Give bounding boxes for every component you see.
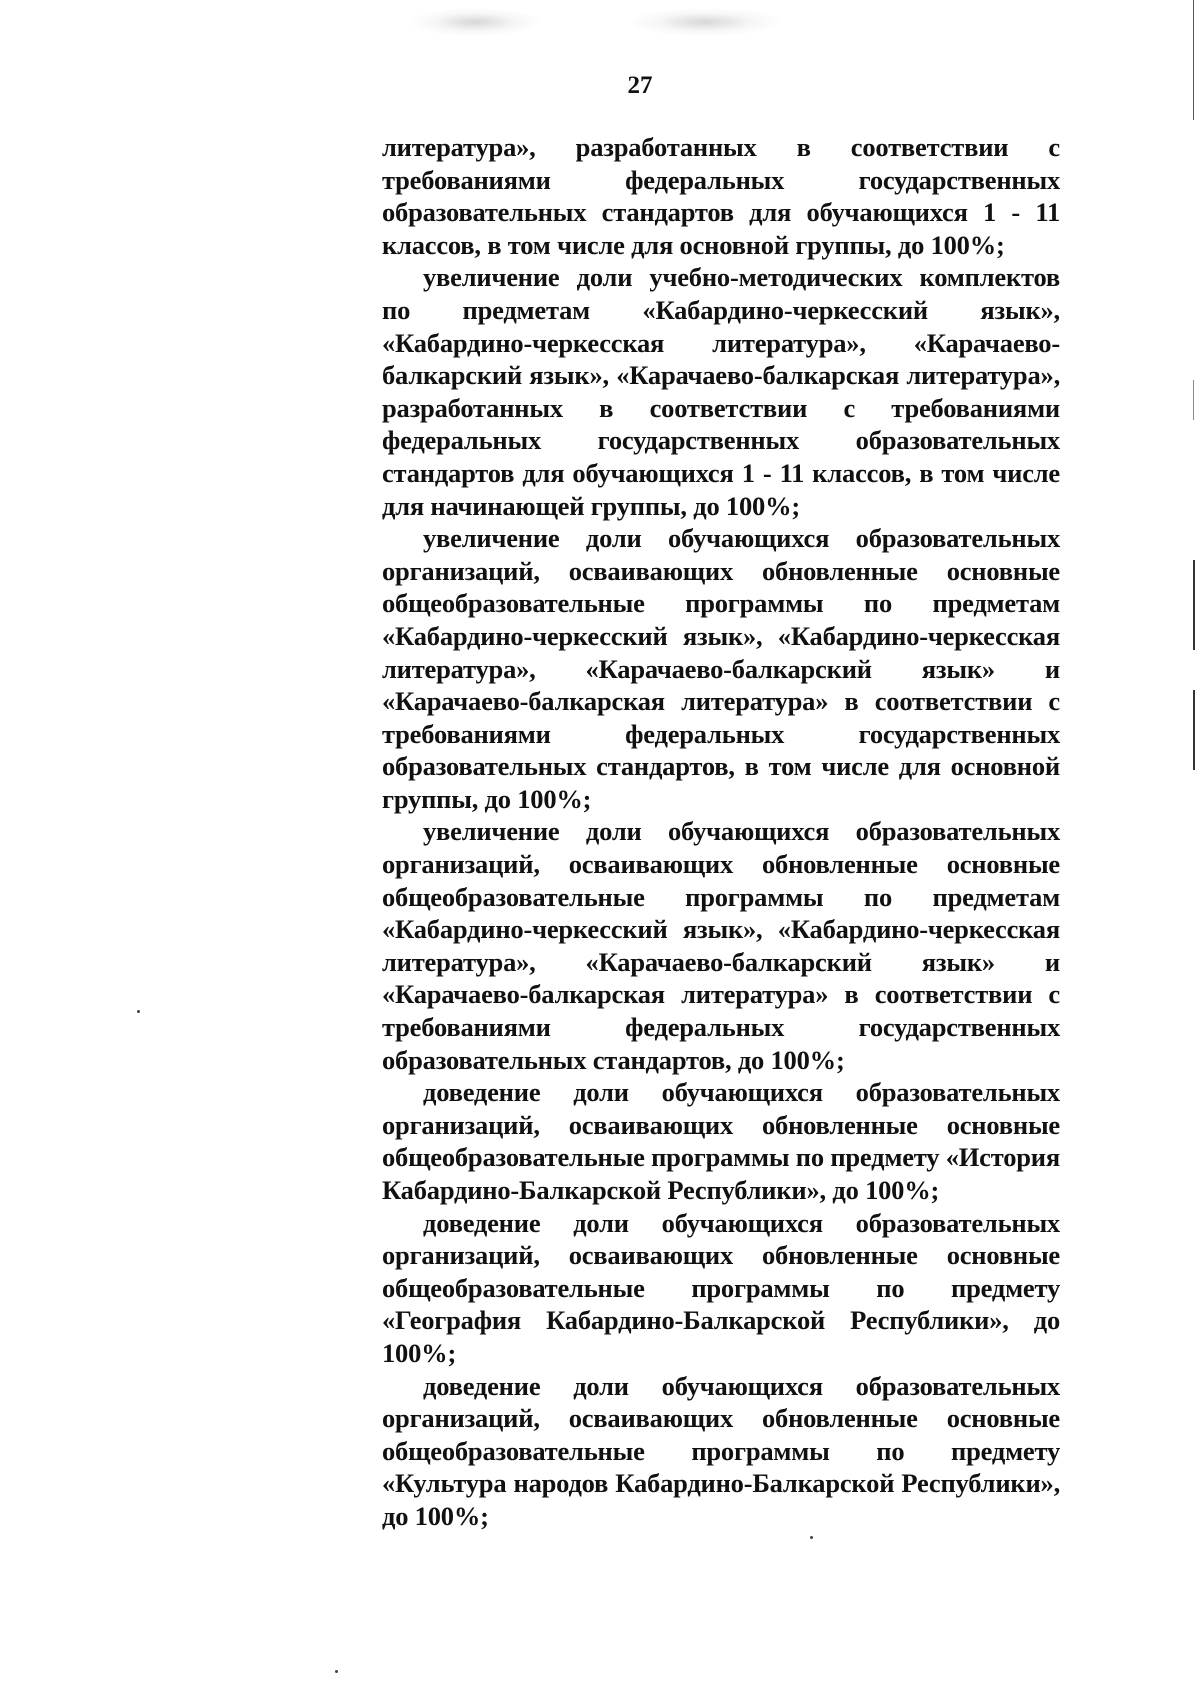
scan-artifact bbox=[630, 8, 780, 36]
scan-edge-line bbox=[1193, 0, 1194, 120]
scan-edge-line bbox=[1193, 690, 1195, 770]
paragraph: увеличение доли учебно-методических комплектов по предметам «Кабардино-черкесский язык», «Кабардино-черкесская литература», «Карачаево-балкарский язык», «Карачаево-балкарская литература», разработанных в соответствии с требованиями федеральных государственных образовательных стандартов для обучающихся 1 - 11 классов, в том числе для начинающей группы, до 100%; bbox=[382, 262, 1060, 521]
paragraph: доведение доли обучающихся образовательных организаций, осваивающих обновленные основные общеобразовательные программы по предмету «История Кабардино-Балкарской Республики», до 100%; bbox=[382, 1077, 1060, 1205]
scan-artifact bbox=[410, 8, 540, 36]
scan-speck bbox=[335, 1670, 338, 1673]
scan-edge-line bbox=[1193, 380, 1194, 420]
document-body bbox=[382, 131, 1060, 1533]
scan-speck bbox=[137, 1010, 140, 1013]
paragraph: доведение доли обучающихся образовательных организаций, осваивающих обновленные основные общеобразовательные программы по предмету «Культура народов Кабардино-Балкарской Республики», до 100%; bbox=[382, 1370, 1060, 1531]
paragraph: литература», разработанных в соответствии с требованиями федеральных государственных образовательных стандартов для обучающихся 1 - 11 классов, в том числе для основной группы, до 100%; bbox=[382, 132, 1060, 260]
page-number: 27 bbox=[627, 72, 653, 99]
paragraph: доведение доли обучающихся образовательных организаций, осваивающих обновленные основные общеобразовательные программы по предмету «География Кабардино-Балкарской Республики», до 100%; bbox=[382, 1207, 1060, 1368]
scan-speck bbox=[810, 1536, 813, 1539]
paragraph: увеличение доли обучающихся образовательных организаций, осваивающих обновленные основные общеобразовательные программы по предметам «Кабардино-черкесский язык», «Кабардино-черкесская литература», «Карачаево-балкарский язык» и «Карачаево-балкарская литература» в соответствии с требованиями федеральных государственных образовательных стандартов, в том числе для основной группы, до 100%; bbox=[382, 523, 1060, 814]
scan-edge-line bbox=[1193, 560, 1195, 650]
paragraph: увеличение доли обучающихся образовательных организаций, осваивающих обновленные основные общеобразовательные программы по предметам «Кабардино-черкесский язык», «Кабардино-черкесская литература», «Карачаево-балкарский язык» и «Карачаево-балкарская литература» в соответствии с требованиями федеральных государственных образовательных стандартов, до 100%; bbox=[382, 816, 1060, 1075]
